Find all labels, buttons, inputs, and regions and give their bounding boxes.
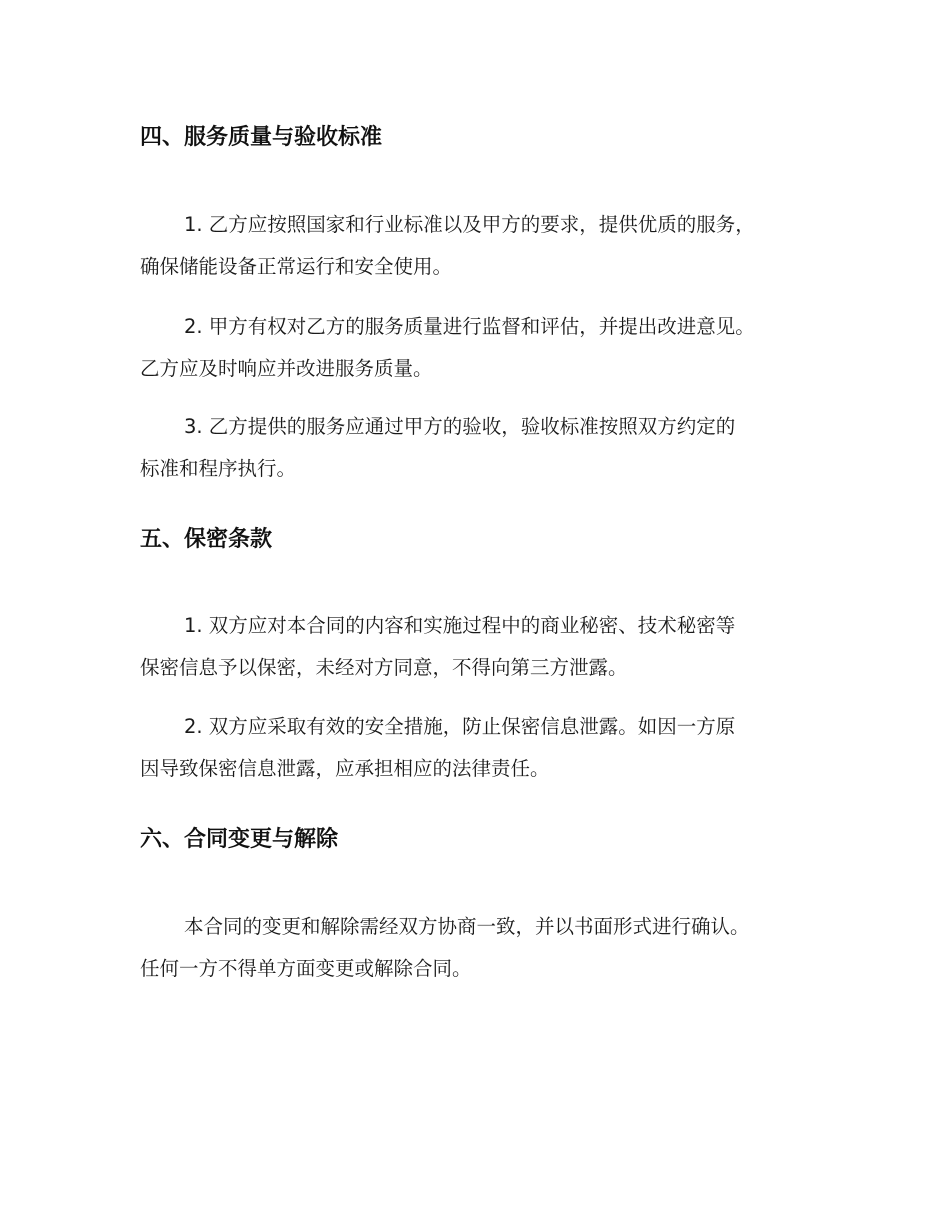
paragraph-4-2 bbox=[140, 306, 840, 390]
paragraph-line: 保密信息予以保密，未经对方同意，不得向第三方泄露。 bbox=[140, 656, 628, 679]
paragraph-line: 2. 双方应采取有效的安全措施，防止保密信息泄露。如因一方原 bbox=[184, 715, 736, 738]
paragraph-line: 2. 甲方有权对乙方的服务质量进行监督和评估，并提出改进意见。 bbox=[184, 315, 755, 338]
paragraph-line: 1. 双方应对本合同的内容和实施过程中的商业秘密、技术秘密等 bbox=[184, 614, 736, 637]
paragraph-line: 3. 乙方提供的服务应通过甲方的验收，验收标准按照双方约定的 bbox=[184, 415, 736, 438]
section-heading-5: 五、保密条款 bbox=[140, 527, 273, 552]
paragraph-4-3 bbox=[140, 406, 840, 490]
paragraph-line: 因导致保密信息泄露，应承担相应的法律责任。 bbox=[140, 757, 550, 780]
paragraph-line: 本合同的变更和解除需经双方协商一致，并以书面形式进行确认。 bbox=[184, 915, 750, 938]
paragraph-5-2 bbox=[140, 706, 840, 790]
paragraph-line: 1. 乙方应按照国家和行业标准以及甲方的要求，提供优质的服务， bbox=[184, 213, 755, 236]
paragraph-5-1 bbox=[140, 605, 840, 689]
paragraph-6-1 bbox=[140, 906, 840, 990]
section-heading-4: 四、服务质量与验收标准 bbox=[140, 125, 383, 150]
section-heading-6: 六、合同变更与解除 bbox=[140, 827, 339, 852]
paragraph-4-1 bbox=[140, 204, 840, 288]
paragraph-line: 标准和程序执行。 bbox=[140, 457, 297, 480]
paragraph-line: 乙方应及时响应并改进服务质量。 bbox=[140, 357, 433, 380]
paragraph-line: 确保储能设备正常运行和安全使用。 bbox=[140, 255, 453, 278]
paragraph-line: 任何一方不得单方面变更或解除合同。 bbox=[140, 957, 472, 980]
